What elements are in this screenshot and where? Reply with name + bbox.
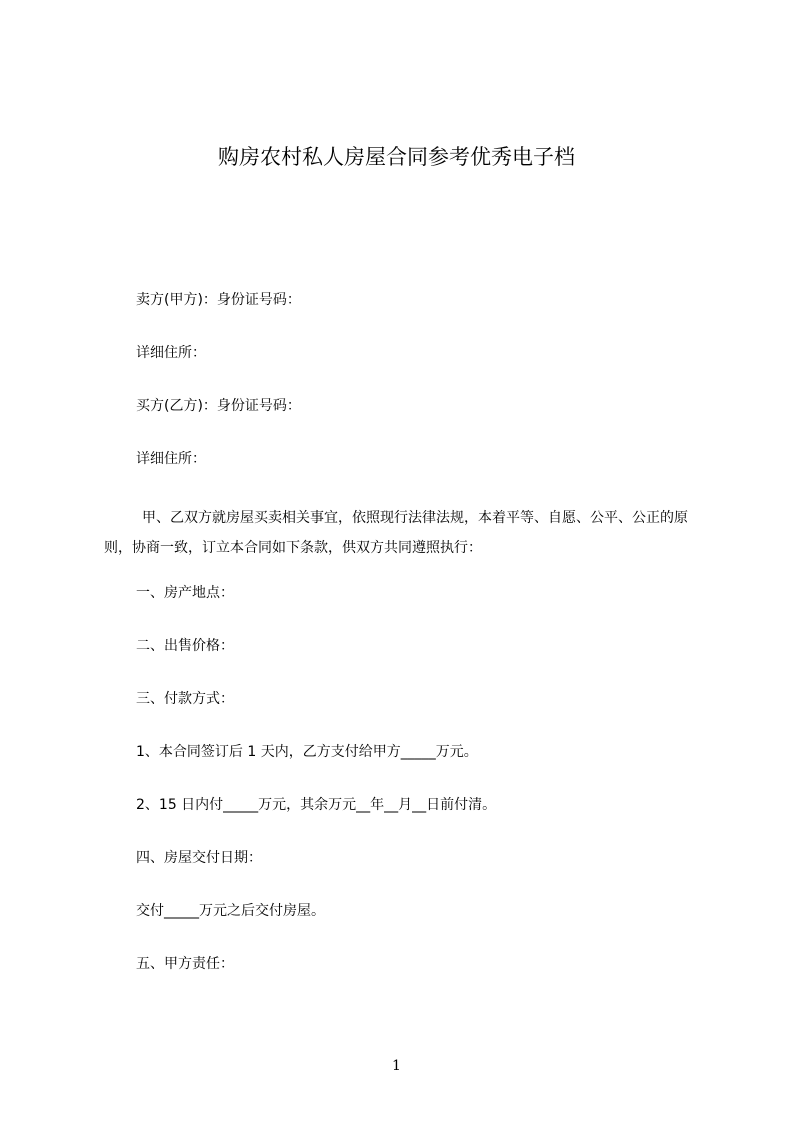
payment-item-1: 1、本合同签订后 1 天内，乙方支付给甲方_____万元。 [136,744,478,760]
buyer-line: 买方(乙方)：身份证号码： [136,398,301,414]
section-delivery-date: 四、房屋交付日期： [136,850,262,866]
section-payment-method: 三、付款方式： [136,691,234,707]
payment-item-2: 2、15 日内付_____万元，其余万元__年__月__日前付清。 [136,797,497,813]
page-number: 1 [392,1058,401,1074]
buyer-address: 详细住所： [136,451,206,467]
section-seller-responsibility: 五、甲方责任： [136,956,234,972]
delivery-terms: 交付_____万元之后交付房屋。 [136,903,325,919]
seller-address: 详细住所： [136,345,206,361]
section-property-location: 一、房产地点： [136,585,234,601]
section-sale-price: 二、出售价格： [136,638,234,654]
intro-paragraph: 甲、乙双方就房屋买卖相关事宜，依照现行法律法规，本着平等、自愿、公平、公正的原则，协商一致，订立本合同如下条款，供双方共同遵照执行： [104,510,688,556]
seller-line: 卖方(甲方)：身份证号码： [136,292,301,308]
document-title: 购房农村私人房屋合同参考优秀电子档 [218,145,575,169]
